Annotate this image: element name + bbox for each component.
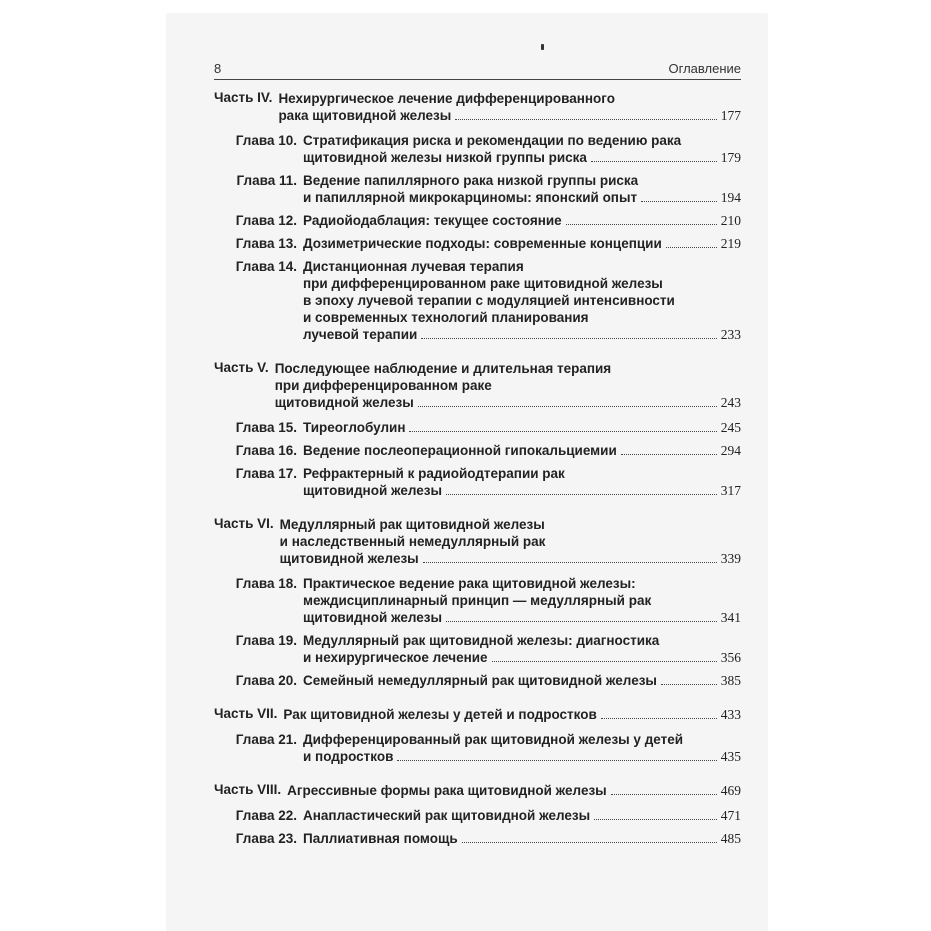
chapter-line-last-line — [303, 212, 741, 229]
part-title-line-last-line — [283, 706, 741, 723]
part-title-line: Медуллярный рак щитовидной железы — [279, 517, 545, 532]
part-label: Часть V. — [214, 360, 269, 375]
dot-leader — [641, 201, 717, 202]
chapter-title — [303, 672, 741, 689]
chapter-line-page: 471 — [720, 808, 741, 823]
dot-leader — [666, 247, 717, 248]
chapter-label: Глава 16. — [235, 443, 297, 458]
part-title-line-text: рака щитовидной железы — [278, 108, 452, 123]
chapter-line-text: лучевой терапии — [303, 327, 418, 342]
part-title-line-text: щитовидной железы — [274, 395, 414, 410]
part-title-line-page: 177 — [720, 108, 741, 123]
chapter-label: Глава 23. — [235, 831, 297, 846]
chapter-label: Глава 12. — [235, 213, 297, 228]
toc-chapter — [214, 419, 741, 436]
part-title — [280, 516, 741, 567]
chapter-line-last-line — [303, 419, 741, 436]
chapter-line-text: и папиллярной микрокарциномы: японский опыт — [303, 190, 638, 205]
chapter-label: Глава 15. — [235, 420, 297, 435]
dot-leader — [423, 562, 717, 563]
chapter-title — [303, 235, 741, 252]
chapter-line-page: 294 — [720, 443, 741, 458]
chapter-line-last-line — [303, 149, 741, 166]
chapter-line-page: 219 — [720, 236, 741, 251]
dot-leader — [418, 406, 717, 407]
chapter-line-page: 194 — [720, 190, 741, 205]
part-title-line-last-line — [280, 550, 741, 567]
chapter-title — [303, 419, 741, 436]
part-title-line: и наследственный немедуллярный рак — [279, 534, 546, 549]
chapter-line-text: Дозиметрические подходы: современные концепции — [303, 236, 662, 251]
chapter-line-last-line — [303, 326, 741, 343]
chapter-line-last-line — [303, 748, 741, 765]
dot-leader — [462, 842, 717, 843]
chapter-line-text: Паллиативная помощь — [303, 831, 458, 846]
toc-chapter — [214, 575, 741, 626]
part-heading — [214, 360, 741, 411]
running-header — [214, 61, 741, 79]
chapter-line-text: Ведение послеоперационной гипокальциемии — [303, 443, 617, 458]
page-speck — [541, 44, 544, 50]
chapter-line-page: 385 — [720, 673, 741, 688]
dot-leader — [421, 338, 716, 339]
chapter-title — [303, 212, 741, 229]
part-title-line-text: Рак щитовидной железы у детей и подростков — [283, 707, 597, 722]
chapter-line-last-line — [303, 830, 741, 847]
part-title-line: Нехирургическое лечение дифференцированного — [278, 91, 615, 106]
dot-leader — [661, 684, 717, 685]
part-heading — [214, 782, 741, 799]
chapter-title — [303, 172, 741, 206]
chapter-line-text: и подростков — [303, 749, 394, 764]
part-title-line-last-line — [278, 107, 741, 124]
chapter-line-page: 435 — [720, 749, 741, 764]
toc-chapter — [214, 132, 741, 166]
part-heading — [214, 90, 741, 124]
dot-leader — [566, 224, 717, 225]
chapter-line-last-line — [303, 609, 741, 626]
dot-leader — [446, 621, 717, 622]
chapter-line-text: и нехирургическое лечение — [303, 650, 488, 665]
chapter-line: Дифференцированный рак щитовидной железы у детей — [303, 732, 684, 747]
chapter-label: Глава 13. — [235, 236, 297, 251]
chapter-line: Дистанционная лучевая терапия — [303, 259, 524, 274]
part-title — [283, 706, 741, 723]
chapter-line-text: Тиреоглобулин — [303, 420, 406, 435]
chapter-line-last-line — [303, 235, 741, 252]
chapter-line-page: 485 — [720, 831, 741, 846]
dot-leader — [455, 119, 717, 120]
chapter-label: Глава 22. — [235, 808, 297, 823]
toc-part — [214, 90, 741, 343]
chapter-title — [303, 465, 741, 499]
chapter-title — [303, 258, 741, 343]
chapter-line-last-line — [303, 807, 741, 824]
toc-chapter — [214, 258, 741, 343]
chapter-line-page: 233 — [720, 327, 741, 342]
dot-leader — [397, 760, 716, 761]
part-title-line-last-line — [275, 394, 741, 411]
chapter-line-page: 317 — [720, 483, 741, 498]
chapter-line-page: 245 — [720, 420, 741, 435]
chapter-line-last-line — [303, 482, 741, 499]
part-heading — [214, 706, 741, 723]
part-title-line: при дифференцированном раке — [274, 378, 492, 393]
part-heading — [214, 516, 741, 567]
dot-leader — [591, 161, 717, 162]
toc-chapter — [214, 731, 741, 765]
chapter-line-text: Анапластический рак щитовидной железы — [303, 808, 591, 823]
chapter-line-last-line — [303, 442, 741, 459]
header-rule — [214, 79, 741, 80]
chapter-label: Глава 11. — [236, 173, 297, 188]
toc-part — [214, 516, 741, 689]
chapter-line-page: 179 — [720, 150, 741, 165]
dot-leader — [594, 819, 717, 820]
part-title-line-text: щитовидной железы — [279, 551, 419, 566]
chapter-line: Стратификация риска и рекомендации по ведению рака — [303, 133, 682, 148]
chapter-label: Глава 10. — [235, 133, 297, 148]
part-title-line: Последующее наблюдение и длительная терапия — [274, 361, 612, 376]
toc-part — [214, 782, 741, 847]
dot-leader — [621, 454, 717, 455]
chapter-line: при дифференцированном раке щитовидной железы — [303, 276, 663, 291]
chapter-line: и современных технологий планирования — [303, 310, 589, 325]
dot-leader — [601, 718, 717, 719]
part-title — [275, 360, 741, 411]
chapter-line-last-line — [303, 649, 741, 666]
chapter-label: Глава 21. — [235, 732, 297, 747]
chapter-line: Практическое ведение рака щитовидной железы: — [303, 576, 636, 591]
chapter-line: Медуллярный рак щитовидной железы: диагностика — [303, 633, 660, 648]
part-title — [287, 782, 741, 799]
chapter-line: в эпоху лучевой терапии с модуляцией интенсивности — [303, 293, 675, 308]
chapter-line-text: щитовидной железы — [303, 610, 443, 625]
chapter-line-last-line — [303, 672, 741, 689]
part-label: Часть VIII. — [214, 782, 282, 797]
chapter-line-text: Семейный немедуллярный рак щитовидной железы — [303, 673, 657, 688]
toc-chapter — [214, 212, 741, 229]
chapter-title — [303, 830, 741, 847]
part-title-line-text: Агрессивные формы рака щитовидной железы — [287, 783, 607, 798]
part-title-line-page: 339 — [720, 551, 741, 566]
running-title: Оглавление — [668, 61, 741, 76]
toc-chapter — [214, 632, 741, 666]
toc-chapter — [214, 465, 741, 499]
chapter-label: Глава 17. — [235, 466, 297, 481]
chapter-label: Глава 18. — [235, 576, 297, 591]
dot-leader — [446, 494, 717, 495]
chapter-title — [303, 442, 741, 459]
part-title — [278, 90, 741, 124]
part-title-line-last-line — [287, 782, 741, 799]
toc-chapter — [214, 172, 741, 206]
toc-chapter — [214, 442, 741, 459]
chapter-title — [303, 807, 741, 824]
part-label: Часть VII. — [214, 706, 278, 721]
toc-part — [214, 360, 741, 499]
dot-leader — [409, 431, 716, 432]
table-of-contents — [214, 90, 741, 847]
toc-chapter — [214, 830, 741, 847]
chapter-line-text: щитовидной железы низкой группы риска — [303, 150, 587, 165]
chapter-line-page: 341 — [720, 610, 741, 625]
chapter-label: Глава 20. — [235, 673, 297, 688]
chapter-line-text: Радиойодаблация: текущее состояние — [303, 213, 562, 228]
chapter-line-page: 210 — [720, 213, 741, 228]
chapter-title — [303, 132, 741, 166]
chapter-title — [303, 731, 741, 765]
chapter-line-page: 356 — [720, 650, 741, 665]
toc-chapter — [214, 807, 741, 824]
chapter-title — [303, 632, 741, 666]
part-title-line-page: 433 — [720, 707, 741, 722]
chapter-line-last-line — [303, 189, 741, 206]
chapter-line-text: щитовидной железы — [303, 483, 443, 498]
chapter-title — [303, 575, 741, 626]
toc-part — [214, 706, 741, 765]
part-title-line-page: 469 — [720, 783, 741, 798]
part-label: Часть IV. — [214, 90, 273, 105]
toc-chapter — [214, 672, 741, 689]
page-number: 8 — [214, 61, 222, 76]
chapter-label: Глава 14. — [235, 259, 297, 274]
dot-leader — [611, 794, 717, 795]
dot-leader — [492, 661, 717, 662]
toc-chapter — [214, 235, 741, 252]
chapter-line: Рефрактерный к радиойодтерапии рак — [303, 466, 565, 481]
chapter-line: Ведение папиллярного рака низкой группы риска — [303, 173, 639, 188]
chapter-label: Глава 19. — [235, 633, 297, 648]
chapter-line: междисциплинарный принцип — медуллярный рак — [303, 593, 652, 608]
part-title-line-page: 243 — [720, 395, 741, 410]
part-label: Часть VI. — [214, 516, 274, 531]
